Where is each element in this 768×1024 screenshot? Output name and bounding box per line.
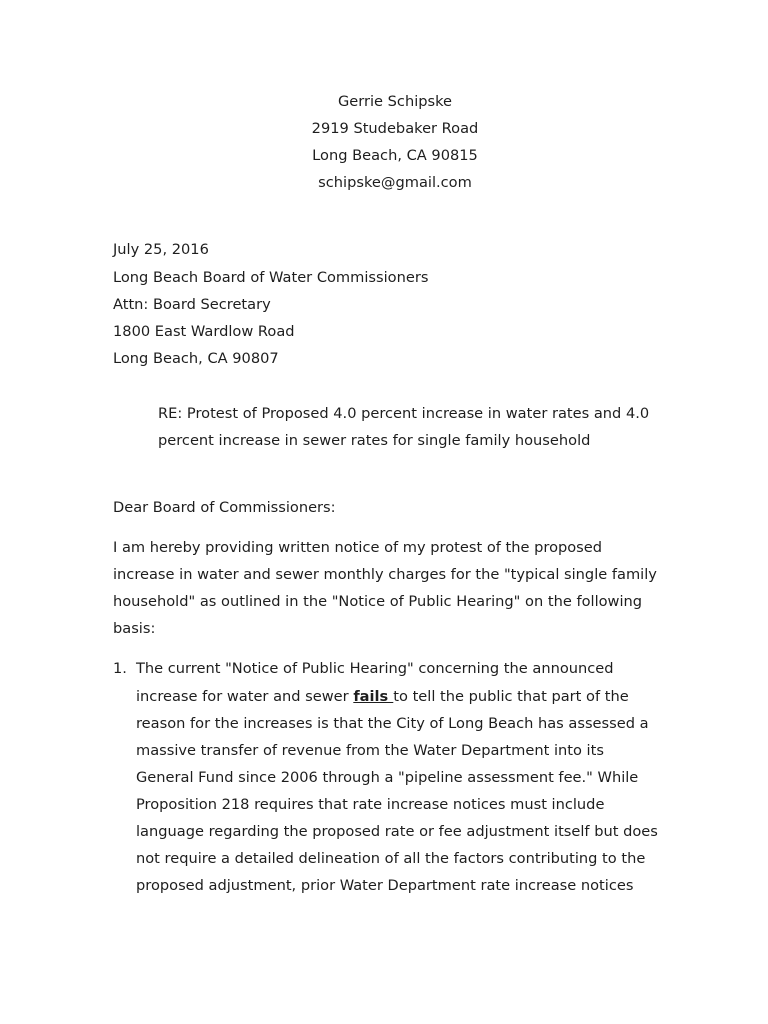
point-line: language regarding the proposed rate or fee adjustment itself but does (136, 823, 658, 840)
sender-name: Gerrie Schipske (337, 93, 453, 110)
salutation: Dear Board of Commissioners: (113, 499, 336, 516)
point-line: not require a detailed delineation of all the factors contributing to the (136, 850, 646, 867)
recipient-city: Long Beach, CA 90807 (113, 350, 279, 367)
intro-line: increase in water and sewer monthly charges for the "typical single family (113, 566, 657, 583)
intro-line: I am hereby providing written notice of my protest of the proposed (113, 539, 603, 556)
emphasis-fails: fails (353, 688, 394, 705)
point-line: Proposition 218 requires that rate increase notices must include (136, 796, 605, 813)
point-line: massive transfer of revenue from the Water Department into its (136, 742, 604, 759)
point-line: General Fund since 2006 through a "pipeline assessment fee." While (136, 769, 639, 786)
letter-date: July 25, 2016 (113, 241, 209, 258)
point-line: The current "Notice of Public Hearing" concerning the announced (136, 660, 614, 677)
intro-line: household" as outlined in the "Notice of Public Hearing" on the following (113, 593, 643, 610)
point-line: reason for the increases is that the City of Long Beach has assessed a (136, 715, 649, 732)
point-line: proposed adjustment, prior Water Department rate increase notices (136, 877, 634, 894)
subject-line-2: percent increase in sewer rates for single family household (158, 432, 591, 449)
recipient-org: Long Beach Board of Water Commissioners (113, 269, 429, 286)
intro-line: basis: (113, 620, 156, 637)
sender-street: 2919 Studebaker Road (311, 120, 479, 137)
point-line-with-emphasis (136, 687, 629, 707)
sender-city: Long Beach, CA 90815 (312, 147, 478, 164)
list-number: 1. (113, 660, 127, 677)
recipient-attn: Attn: Board Secretary (113, 296, 271, 313)
recipient-street: 1800 East Wardlow Road (113, 323, 295, 340)
subject-line-1: RE: Protest of Proposed 4.0 percent increase in water rates and 4.0 (158, 405, 650, 422)
sender-email: schipske@gmail.com (318, 174, 472, 191)
point-text-after: to tell the public that part of the (393, 688, 629, 705)
point-text-before: increase for water and sewer (136, 688, 354, 705)
